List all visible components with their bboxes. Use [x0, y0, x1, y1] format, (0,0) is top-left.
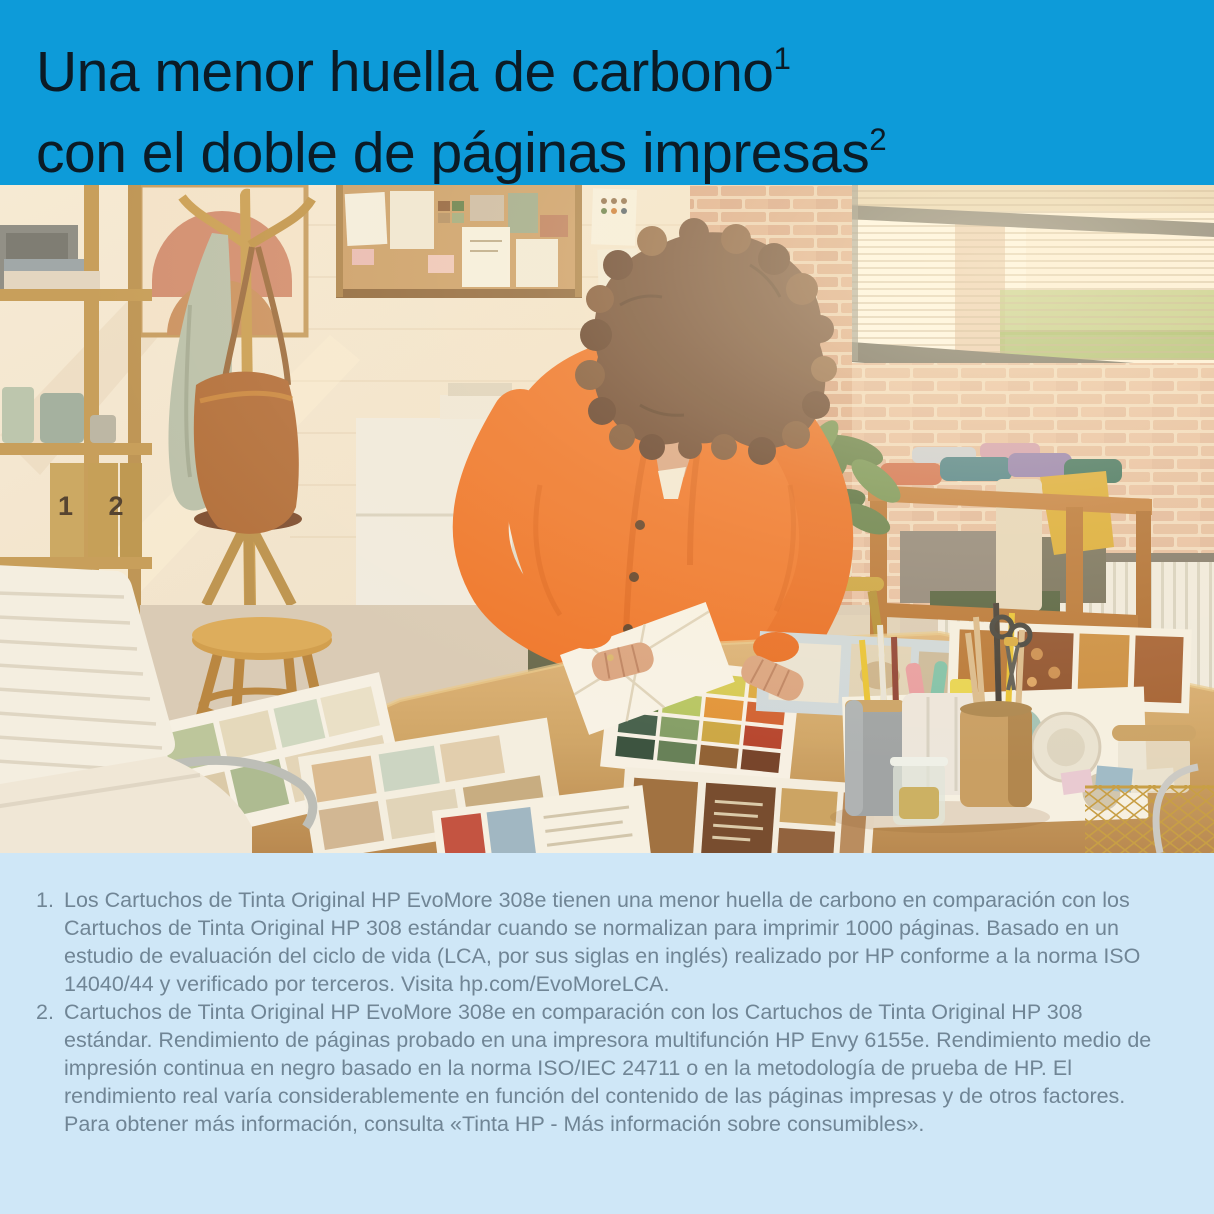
header — [0, 0, 1214, 185]
footnotes-panel — [0, 853, 1214, 1214]
footnote-ref-2: 2 — [869, 122, 887, 157]
footnote-ref-1: 1 — [773, 41, 791, 76]
footnote-2 — [36, 998, 1174, 1138]
headline-line1: Una menor huella de carbono — [36, 40, 774, 104]
headline-line2: con el doble de páginas impresas — [36, 121, 870, 185]
footnote-1-number: 1. — [36, 888, 54, 912]
footnote-1 — [36, 886, 1174, 998]
lifestyle-photo — [0, 185, 1214, 853]
footnote-1-text: Los Cartuchos de Tinta Original HP EvoMore 308e tienen una menor huella de carbono en comparación con los Cartuchos de Tinta Original HP 308 estándar cuando se normalizan para imprimir 1000 páginas. Basado en un estudio de evaluación del ciclo de vida (LCA, por sus siglas en inglés) realizado por HP conforme a la norma ISO 14040/44 y verificado por terceros. Visita hp.com/EvoMoreLCA. — [64, 888, 1141, 996]
footnote-2-text: Cartuchos de Tinta Original HP EvoMore 308e en comparación con los Cartuchos de Tinta Original HP 308 estándar. Rendimiento de páginas probado en una impresora multifunción HP Envy 6155e. Rendimiento medio de impresión continua en negro basado en la norma ISO/IEC 24711 o en la metodología de prueba de HP. El rendimiento real varía considerablemente en función del contenido de las páginas impresas y de otros factores. Para obtener más información, consulta «Tinta HP - Más información sobre consumibles». — [64, 1000, 1152, 1136]
footnote-2-number: 2. — [36, 1000, 54, 1024]
headline — [36, 26, 1178, 188]
